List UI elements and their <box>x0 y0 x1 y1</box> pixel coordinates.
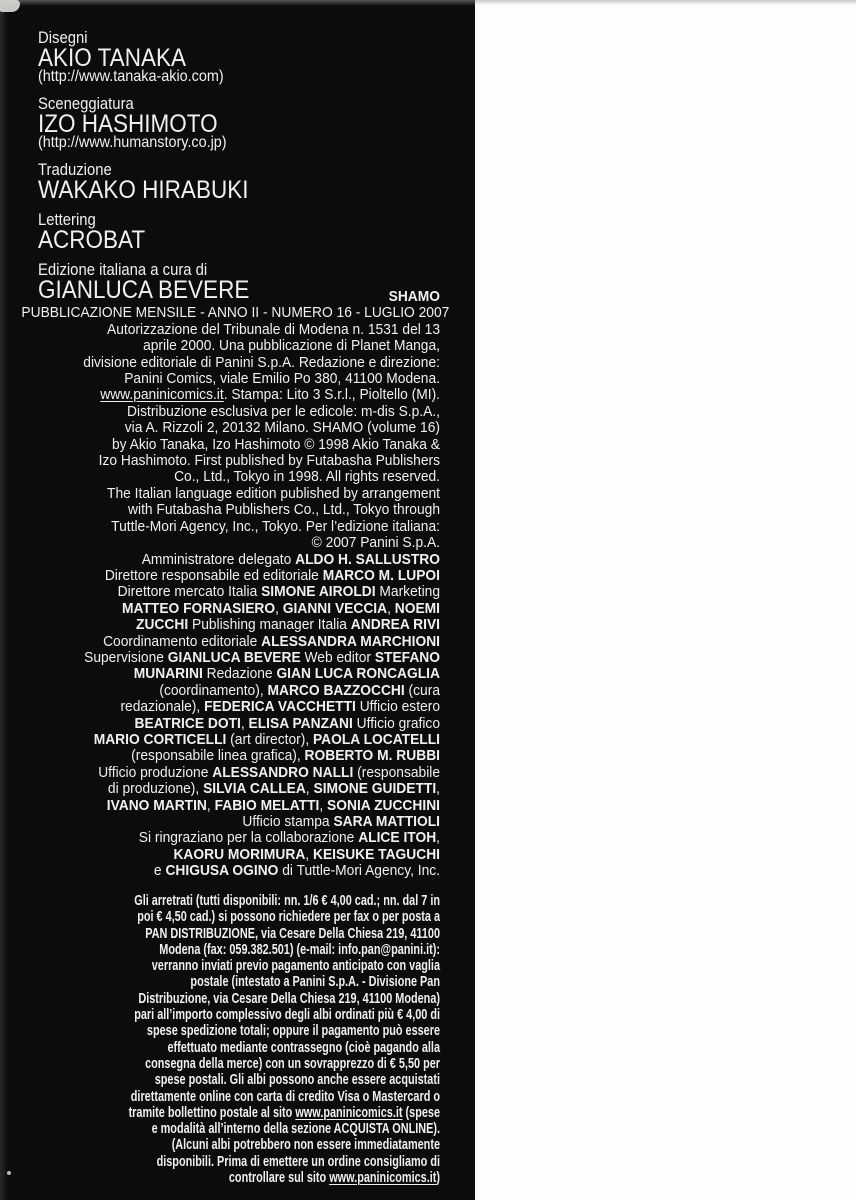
text-segment: GIANLUCA BEVERE <box>167 648 301 666</box>
credit-section <box>38 211 249 254</box>
text-segment: Supervisione <box>84 648 168 666</box>
text-segment: KAORU MORIMURA <box>173 845 306 863</box>
text-segment: NOEMI <box>394 599 440 617</box>
text-segment: , <box>240 714 249 732</box>
back-issues-line <box>35 1040 440 1056</box>
text-segment: tramite bollettino postale al sito <box>128 1104 296 1121</box>
text-segment: ALESSANDRO NALLI <box>212 763 354 781</box>
text-segment: divisione editoriale di Panini S.p.A. Redazione e direzione: <box>83 353 441 371</box>
back-issues-line <box>35 926 440 942</box>
publication-info-block <box>21 288 450 880</box>
back-issues-line <box>35 1154 440 1170</box>
text-segment: FEDERICA VACCHETTI <box>204 698 356 716</box>
colophon-line <box>21 519 440 535</box>
colophon-line <box>21 404 440 420</box>
text-segment: Distribuzione, via Cesare Della Chiesa 219, 41100 Modena) <box>138 990 440 1007</box>
colophon-line <box>21 322 440 338</box>
scan-dust-speck <box>7 1171 11 1175</box>
back-issues-line <box>35 1105 440 1121</box>
credit-role-label: Lettering <box>38 211 96 229</box>
credit-section <box>38 95 249 151</box>
text-segment: (spese <box>402 1104 440 1121</box>
colophon-line <box>21 650 440 666</box>
text-segment: Ufficio stampa <box>242 813 334 830</box>
text-segment: di produzione), <box>107 780 204 798</box>
colophon-line <box>21 847 440 863</box>
colophon-line <box>21 420 440 436</box>
text-segment: Publishing manager Italia <box>188 616 351 634</box>
text-segment: IVANO MARTIN <box>106 796 207 814</box>
text-segment: , <box>319 796 328 814</box>
text-segment: Si ringraziano per la collaborazione <box>138 829 359 847</box>
text-segment: , <box>206 796 215 814</box>
text-segment: direttamente online con carta di credito Visa o Mastercard o <box>130 1088 440 1105</box>
back-issues-line <box>35 1072 440 1088</box>
text-segment: ZUCCHI <box>136 616 189 634</box>
colophon-line <box>21 765 440 781</box>
colophon-line <box>21 304 450 322</box>
text-segment: BEATRICE DOTI <box>134 714 241 732</box>
text-segment: Co., Ltd., Tokyo in 1998. All rights reserved. <box>174 468 440 486</box>
text-segment: verranno inviati previo pagamento anticipato con vaglia <box>151 958 440 975</box>
credit-printed-url: (http://www.tanaka-akio.com) <box>38 68 224 85</box>
text-segment: , <box>305 780 314 798</box>
text-segment: spese postali. Gli albi possono anche essere acquistati <box>154 1072 440 1089</box>
back-issues-line <box>35 991 440 1007</box>
text-segment: SONIA ZUCCHINI <box>327 796 440 814</box>
text-segment: MARCO M. LUPOI <box>322 566 440 584</box>
scan-corner-artifact <box>0 0 20 12</box>
text-segment: Autorizzazione del Tribunale di Modena n. 1531 del 13 <box>107 320 441 338</box>
credits-block <box>38 29 249 311</box>
colophon-line <box>21 601 440 617</box>
text-segment: Panini Comics, viale Emilio Po 380, 41100 Modena. <box>124 370 441 388</box>
scan-edge-strip-light <box>475 0 856 5</box>
back-issues-line <box>35 1137 440 1153</box>
credit-person-name: GIANLUCA BEVERE <box>38 276 250 304</box>
colophon-line <box>21 781 440 797</box>
text-segment: (cura <box>404 681 440 699</box>
text-segment: ALESSANDRA MARCHIONI <box>261 632 440 650</box>
colophon-line <box>21 666 440 682</box>
text-segment: Coordinamento editoriale <box>103 632 262 650</box>
credit-role-label: Edizione italiana a cura di <box>38 261 208 279</box>
text-segment: ALDO H. SALLUSTRO <box>295 550 440 568</box>
colophon-line <box>21 584 440 600</box>
printed-url: www.paninicomics.it <box>295 1104 403 1121</box>
colophon-line <box>21 338 440 354</box>
text-segment: Amministratore delegato <box>141 550 296 568</box>
text-segment: Distribuzione esclusiva per le edicole: m-dis S.p.A., <box>127 402 440 420</box>
text-segment: Modena (fax: 059.382.501) (e-mail: info.pan@panini.it): <box>159 941 440 958</box>
text-segment: Gli arretrati (tutti disponibili: nn. 1/6 € 4,00 cad.; nn. dal 7 in <box>134 893 440 909</box>
back-issues-line <box>35 909 440 925</box>
text-segment: Ufficio produzione <box>98 763 213 781</box>
text-segment: , <box>275 599 283 617</box>
colophon-line <box>21 387 440 403</box>
printed-url: www.paninicomics.it <box>100 386 224 404</box>
text-segment: The Italian language edition published by arrangement <box>107 484 441 502</box>
credit-person-name: ACROBAT <box>38 226 146 254</box>
text-segment: KEISUKE TAGUCHI <box>312 845 440 863</box>
colophon-line <box>21 716 440 732</box>
text-segment: MARIO CORTICELLI <box>93 730 227 748</box>
text-segment: Direttore responsabile ed editoriale <box>104 566 323 584</box>
colophon-line <box>21 748 440 764</box>
colophon-line <box>21 830 440 846</box>
credit-role-label: Sceneggiatura <box>38 95 134 113</box>
colophon-line <box>21 371 440 387</box>
text-segment: MARCO BAZZOCCHI <box>267 681 405 699</box>
text-segment: (responsabile <box>353 763 440 781</box>
text-segment: poi € 4,50 cad.) si possono richiedere per fax o per posta a <box>137 909 440 926</box>
text-segment: postale (intestato a Panini S.p.A. - Divisione Pan <box>190 974 440 991</box>
text-segment: Direttore mercato Italia <box>117 583 262 601</box>
text-segment: SARA MATTIOLI <box>333 813 440 830</box>
text-segment: PUBBLICAZIONE MENSILE - ANNO II - NUMERO 16 - LUGLIO 2007 <box>21 304 450 322</box>
colophon-line <box>21 502 440 518</box>
colophon-line <box>21 355 440 371</box>
text-segment: via A. Rizzoli 2, 20132 Milano. SHAMO (volume 16) <box>124 419 440 437</box>
text-segment: SIMONE GUIDETTI <box>313 780 437 798</box>
text-segment: Web editor <box>300 648 375 666</box>
text-segment: © 2007 Panini S.p.A. <box>311 534 440 552</box>
text-segment: PAOLA LOCATELLI <box>312 730 440 748</box>
back-issues-line <box>35 1121 440 1137</box>
text-segment: e <box>153 862 166 880</box>
back-issues-line <box>35 1056 440 1072</box>
text-segment: pari all’importo complessivo degli albi ordinati più € 4,00 di <box>134 1007 440 1024</box>
text-segment: ALICE ITOH <box>358 829 437 847</box>
text-segment: disponibili. Prima di emettere un ordine consigliamo di <box>156 1153 440 1170</box>
colophon-line <box>21 486 440 502</box>
credit-printed-url: (http://www.humanstory.co.jp) <box>38 134 227 151</box>
credit-role-label: Disegni <box>38 29 88 47</box>
text-segment: , <box>305 845 313 863</box>
back-issues-line <box>35 893 440 909</box>
text-segment: ELISA PANZANI <box>248 714 353 732</box>
text-segment: GIAN LUCA RONCAGLIA <box>276 665 440 683</box>
colophon-line <box>21 814 440 830</box>
back-issues-info-block <box>35 893 440 1186</box>
colophon-line <box>21 568 440 584</box>
text-segment: (Alcuni albi potrebbero non essere immediatamente <box>171 1137 440 1154</box>
text-segment: spese spedizione totali; oppure il pagamento può essere <box>146 1023 440 1040</box>
text-segment: SHAMO <box>388 288 440 305</box>
credit-role-label: Traduzione <box>38 161 112 179</box>
text-segment: , <box>436 780 440 798</box>
text-segment: STEFANO <box>374 648 440 666</box>
text-segment: MUNARINI <box>133 665 203 683</box>
text-segment: consegna della merce) con un sovrapprezzo di € 5,50 per <box>145 1055 440 1072</box>
text-segment: aprile 2000. Una pubblicazione di Planet Manga, <box>143 337 440 355</box>
text-segment: ) <box>436 1170 440 1187</box>
text-segment: ANDREA RIVI <box>350 616 440 634</box>
colophon-line <box>21 634 440 650</box>
credit-section <box>38 161 249 204</box>
back-issues-line <box>35 1089 440 1105</box>
text-segment: (art director), <box>226 730 313 748</box>
colophon-line <box>21 798 440 814</box>
credit-person-name: IZO HASHIMOTO <box>38 110 218 138</box>
text-segment: e modalità all’interno della sezione ACQUISTA ONLINE). <box>151 1121 440 1138</box>
credit-person-name: WAKAKO HIRABUKI <box>38 176 249 204</box>
text-segment: SIMONE AIROLDI <box>261 583 376 601</box>
text-segment: by Akio Tanaka, Izo Hashimoto © 1998 Akio Tanaka & <box>111 435 440 453</box>
credit-person-name: AKIO TANAKA <box>38 44 186 72</box>
printed-url: www.paninicomics.it <box>329 1170 437 1187</box>
text-segment: CHIGUSA OGINO <box>165 862 279 880</box>
text-segment: controllare sul sito <box>228 1170 330 1187</box>
text-segment: (coordinamento), <box>159 681 268 699</box>
colophon-line <box>21 863 440 879</box>
text-segment: MATTEO FORNASIERO <box>122 599 276 617</box>
text-segment: Ufficio estero <box>355 698 440 716</box>
text-segment: , <box>387 599 395 617</box>
colophon-line <box>21 699 440 715</box>
colophon-line <box>21 732 440 748</box>
text-segment: Izo Hashimoto. First published by Futabasha Publishers <box>98 452 440 470</box>
text-segment: GIANNI VECCIA <box>282 599 388 617</box>
text-segment: Ufficio grafico <box>352 714 440 732</box>
text-segment: Tuttle-Mori Agency, Inc., Tokyo. Per l’edizione italiana: <box>111 517 440 535</box>
colophon-line <box>21 437 440 453</box>
back-issues-line <box>35 1023 440 1039</box>
text-segment: , <box>436 829 440 847</box>
text-segment: SILVIA CALLEA <box>203 780 306 798</box>
colophon-line <box>21 552 440 568</box>
text-segment: PAN DISTRIBUZIONE, via Cesare Della Chiesa 219, 41100 <box>145 925 440 942</box>
colophon-line <box>21 683 440 699</box>
text-segment: with Futabasha Publishers Co., Ltd., Tokyo through <box>128 501 440 519</box>
text-segment: ROBERTO M. RUBBI <box>304 747 440 765</box>
text-segment: Marketing <box>375 583 440 601</box>
text-segment: effettuato mediante contrassegno (cioè pagando alla <box>167 1039 440 1056</box>
back-issues-line <box>35 958 440 974</box>
back-issues-line <box>35 942 440 958</box>
colophon-line <box>21 453 440 469</box>
back-issues-line <box>35 1170 440 1186</box>
colophon-line <box>21 535 440 551</box>
text-segment: di Tuttle-Mori Agency, Inc. <box>278 862 440 880</box>
back-issues-line <box>35 1007 440 1023</box>
text-segment: (responsabile linea grafica), <box>131 747 305 765</box>
scan-edge-strip-dark <box>0 0 475 6</box>
colophon-line <box>21 289 440 305</box>
text-segment: . Stampa: Lito 3 S.r.l., Pioltello (MI). <box>223 386 440 404</box>
text-segment: redazionale), <box>120 698 205 716</box>
text-segment: Redazione <box>202 665 277 683</box>
credit-section <box>38 29 249 85</box>
colophon-line <box>21 617 440 633</box>
colophon-line <box>21 469 440 485</box>
back-issues-line <box>35 974 440 990</box>
text-segment: FABIO MELATTI <box>214 796 320 814</box>
